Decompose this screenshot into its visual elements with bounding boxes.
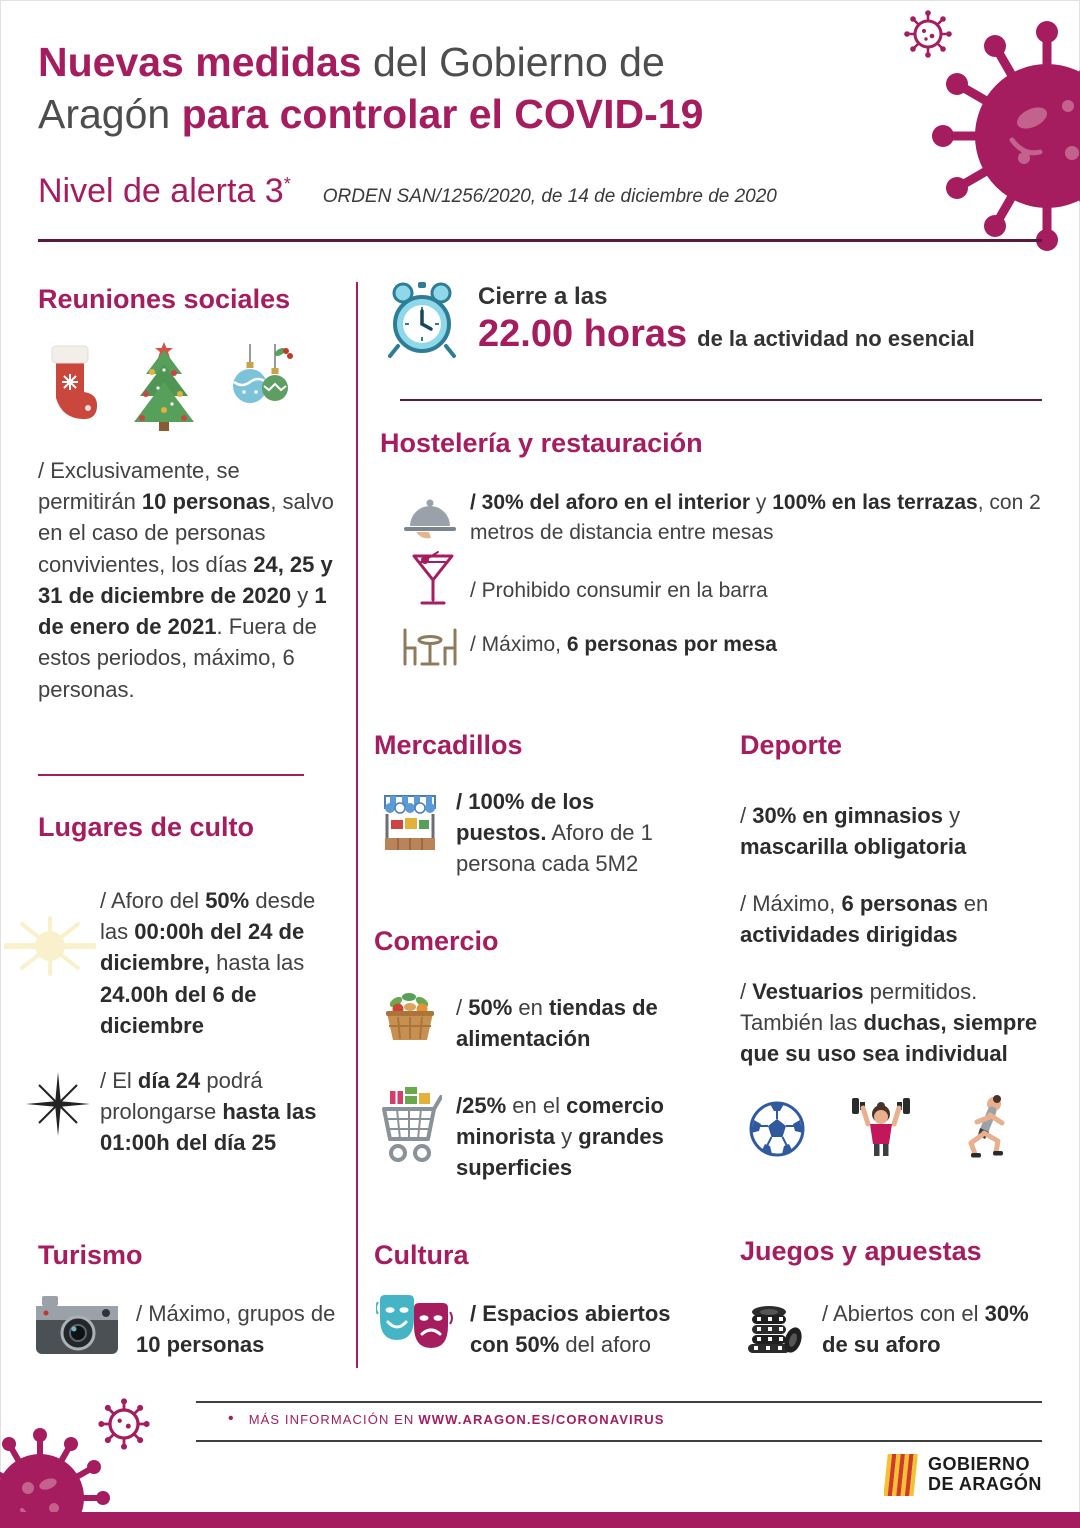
christmas-tree-icon xyxy=(128,340,200,432)
camera-icon xyxy=(34,1292,120,1358)
title-accent-2: para controlar el COVID-19 xyxy=(181,91,704,138)
grocery-basket-icon xyxy=(382,988,438,1044)
title-gray-1: del Gobierno de xyxy=(361,39,665,85)
deporte-item-1: / 30% en gimnasios y mascarilla obligatoria xyxy=(740,803,967,860)
deporte-item-3: / Vestuarios permitidos. También las duchas, siempre que su uso sea individual xyxy=(740,979,1038,1067)
closure-divider xyxy=(400,399,1042,401)
title-accent-1: Nuevas medidas xyxy=(38,39,362,85)
section-title-juegos: Juegos y apuestas xyxy=(740,1236,982,1266)
shopping-cart-icon xyxy=(378,1085,442,1167)
table-and-chairs-icon xyxy=(398,626,462,668)
section-title-turismo: Turismo xyxy=(38,1240,143,1270)
hosteleria-item-3: / Máximo, 6 personas por mesa xyxy=(470,633,777,656)
page-title xyxy=(38,36,898,141)
culto-item-1: / Aforo del 50% desde las 00:00h del 24 de diciembre, hasta las 24.00h del 6 de diciembre xyxy=(100,888,316,1038)
poker-chips-icon xyxy=(746,1292,802,1354)
footer-divider-bottom xyxy=(196,1440,1042,1442)
footer-divider-top xyxy=(196,1401,1042,1403)
turismo-item-1: / Máximo, grupos de 10 personas xyxy=(136,1301,336,1358)
cultura-item-1: / Espacios abiertos con 50% del aforo xyxy=(470,1301,671,1358)
culto-item-2: / El día 24 podrá prolongarse hasta las 01:00h del día 25 xyxy=(100,1068,317,1156)
theater-masks-icon xyxy=(376,1292,454,1356)
section-title-hosteleria: Hostelería y restauración xyxy=(380,428,703,458)
virus-icon xyxy=(932,18,1080,253)
title-gray-2: Aragón xyxy=(38,91,182,138)
ornaments-icon xyxy=(228,344,294,432)
cocktail-icon xyxy=(410,550,456,612)
hosteleria-item-2: / Prohibido consumir en la barra xyxy=(470,579,768,602)
aragon-flag-icon xyxy=(884,1452,918,1498)
section-title-cultura: Cultura xyxy=(374,1240,469,1270)
juegos-item-1: / Abiertos con el 30% de su aforo xyxy=(822,1301,1029,1358)
market-stall-icon xyxy=(382,792,438,854)
sparkle-icon xyxy=(26,1072,90,1136)
closure-time: 22.00 horas xyxy=(478,313,688,355)
logo-line-1: GOBIERNO xyxy=(928,1454,1031,1475)
sports-icons-row xyxy=(748,1094,1014,1158)
footer-info xyxy=(228,1410,665,1428)
comercio-item-1: / 50% en tiendas de alimentación xyxy=(456,995,658,1052)
stocking-icon xyxy=(42,340,100,432)
christmas-icons-row xyxy=(42,340,294,432)
gobierno-aragon-logo xyxy=(884,1452,1042,1498)
closure-label: Cierre a las xyxy=(478,283,608,310)
order-reference: ORDEN SAN/1256/2020, de 14 de diciembre de 2020 xyxy=(322,186,777,207)
vertical-divider xyxy=(356,282,358,1368)
footer-info-text: MÁS INFORMACIÓN EN xyxy=(248,1411,415,1427)
comercio-item-2: /25% en el comercio minorista y grandes superficies xyxy=(456,1093,664,1181)
section-title-deporte: Deporte xyxy=(740,730,843,760)
section-title-comercio: Comercio xyxy=(374,926,499,956)
cloche-icon xyxy=(402,492,458,540)
logo-line-2: DE ARAGÓN xyxy=(928,1474,1042,1494)
soccer-ball-icon xyxy=(748,1100,806,1158)
alert-level-label: Nivel de alerta 3 xyxy=(38,172,284,210)
alert-level xyxy=(38,172,777,211)
bottom-bar xyxy=(0,1512,1080,1528)
closure-rest: de la actividad no esencial xyxy=(697,326,975,351)
runner-icon xyxy=(956,1094,1014,1158)
header-divider xyxy=(38,239,1042,242)
footer-info-url[interactable]: WWW.ARAGON.ES/CORONAVIRUS xyxy=(418,1411,665,1427)
sun-icon xyxy=(4,900,96,992)
section-title-culto: Lugares de culto xyxy=(38,812,255,842)
weightlifter-icon xyxy=(850,1094,912,1158)
section-title-mercadillos: Mercadillos xyxy=(374,730,523,760)
mercadillos-item-1: / 100% de los puestos. Aforo de 1 persona cada 5M2 xyxy=(456,789,653,877)
hosteleria-item-1: / 30% del aforo en el interior y 100% en las terrazas, con 2 metros de distancia entre mesas xyxy=(470,491,1041,544)
closure-banner xyxy=(478,283,975,356)
section-title-reuniones: Reuniones sociales xyxy=(38,284,291,314)
reuniones-text: / Exclusivamente, se permitirán 10 personas, salvo en el caso de personas convivientes, los días 24, 25 y 31 de diciembre de 2020 y 1 de enero de 2021. Fuera de estos periodos, máximo, 6 personas. xyxy=(38,458,334,702)
alert-asterisk: * xyxy=(283,174,291,194)
left-divider xyxy=(38,774,304,776)
footer-bullet: • xyxy=(228,1410,235,1427)
deporte-item-2: / Máximo, 6 personas en actividades dirigidas xyxy=(740,891,989,948)
alarm-clock-icon xyxy=(382,280,462,360)
